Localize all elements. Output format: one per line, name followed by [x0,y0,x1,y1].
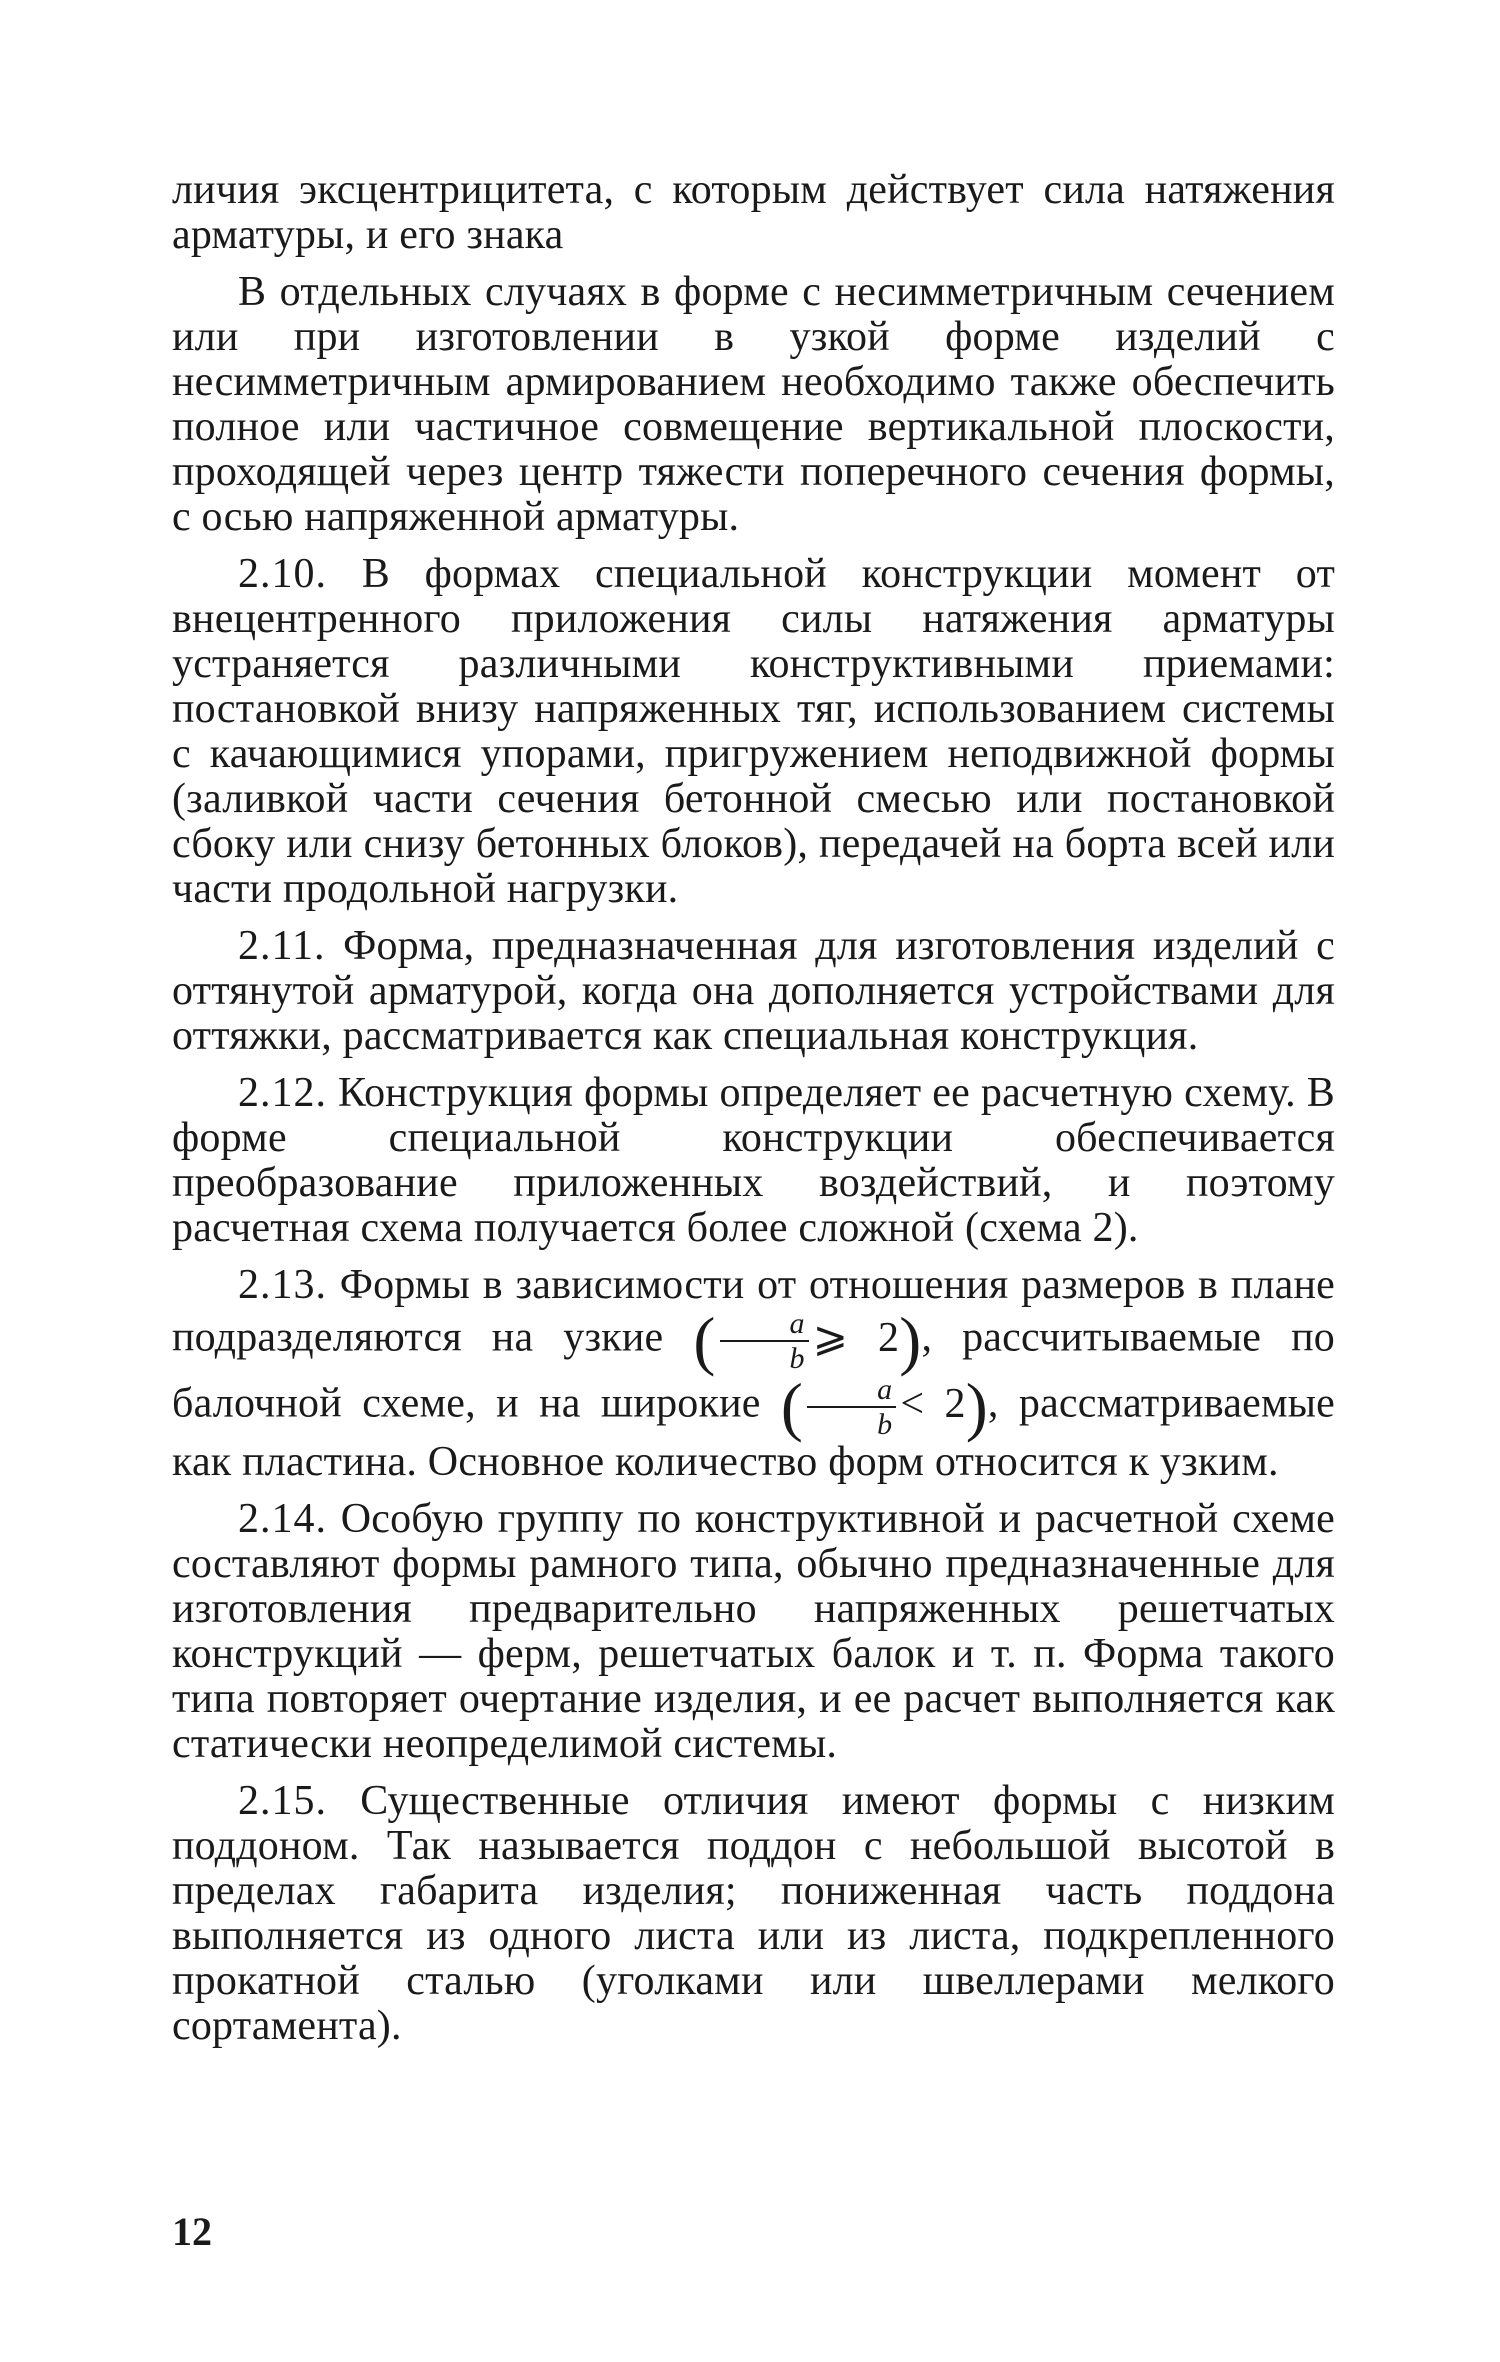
paragraph-text: В формах специальной конструкции момент от внецентренного приложения силы натяжения арматуры устраняется различными конструктивными приемами: постановкой внизу напряженных тяг, использованием системы с качающимися упорами, пригружением неподвижной формы (заливкой части сечения бетонной смесью или постановкой сбоку или снизу бетонных блоков), передачей на борта всей или части продольной нагрузки. [172,551,1335,912]
section-number: 2.13. [238,1262,327,1308]
section-number: 2.14. [238,1496,327,1542]
paragraph-2-15 [172,1779,1335,2049]
section-number: 2.12. [238,1070,327,1116]
paragraph-text: Особую группу по конструктивной и расчетной схеме составляют формы рамного типа, обычно предназначенные для изготовления предварительно напряженных решетчатых конструкций — ферм, решетчатых балок и т. п. Форма такого типа повторяет очертание изделия, и ее расчет выполняется как статически неопределимой системы. [172,1496,1335,1767]
paragraph-continuation [172,168,1335,258]
paragraph-text: Форма, предназначенная для изготовления изделий с оттянутой арматурой, когда она дополняется устройствами для оттяжки, рассматривается как специальная конструкция. [172,923,1335,1059]
paragraph-text: личия эксцентрицитета, с которым действует сила натяжения арматуры, и его знака [172,167,1335,258]
paragraph-text: плане подразделяются на узкие [172,1262,1335,1361]
ratio-wide-expression: ( $\frac{a}{b}$ < 2) [780,1370,988,1443]
paragraph-text: по балочной схеме, и на широкие [172,1314,1335,1427]
paragraph-text: Конструкция формы определяет ее расчетную схему. В форме специальной конструкции обеспечивается преобразование приложенных воздействий, и поэтому расчетная схема получается более сложной (схема 2). [172,1070,1335,1251]
paragraph-symmetry [172,270,1335,540]
page-number: 12 [172,2209,212,2254]
paragraph-text: , рассматриваемые [987,1380,1335,1427]
paragraph-2-12 [172,1071,1335,1251]
paragraph-text: Формы в зависимости от отношения размеров в [339,1262,1219,1308]
paragraph-2-11 [172,924,1335,1059]
paragraph-text: как пластина. Основное количество форм относится к узким. [172,1439,1279,1485]
fraction-a-over-b: $\frac{a}{b}$ [807,1375,896,1440]
paragraph-text: В отдельных случаях в форме с несимметричным сечением или при изготовлении в узкой форме изделий с несимметричным армированием необходимо также обеспечить полное или частичное совмещение вертикальной плоскости, проходящей через центр тяжести поперечного сечения формы, с осью напряженной арматуры. [172,269,1335,540]
section-number: 2.15. [238,1778,327,1824]
paragraph-text: Существенные отличия имеют формы с низким поддоном. Так называется поддон с небольшой высотой в пределах габарита изделия; пониженная часть поддона выполняется из одного листа или из листа, подкрепленного прокатной сталью (уголками или швеллерами мелкого сортамента). [172,1778,1335,2049]
paragraph-2-13 [172,1263,1335,1485]
paragraph-2-14 [172,1497,1335,1767]
section-number: 2.11. [238,923,326,969]
ratio-narrow-expression: ( $\frac{a}{b}$ ⩾ 2) [693,1304,922,1377]
fraction-a-over-b: $\frac{a}{b}$ [720,1309,809,1374]
paragraph-2-10 [172,552,1335,912]
section-number: 2.10. [238,551,327,597]
paragraph-text: , рассчитываемые [921,1314,1262,1361]
